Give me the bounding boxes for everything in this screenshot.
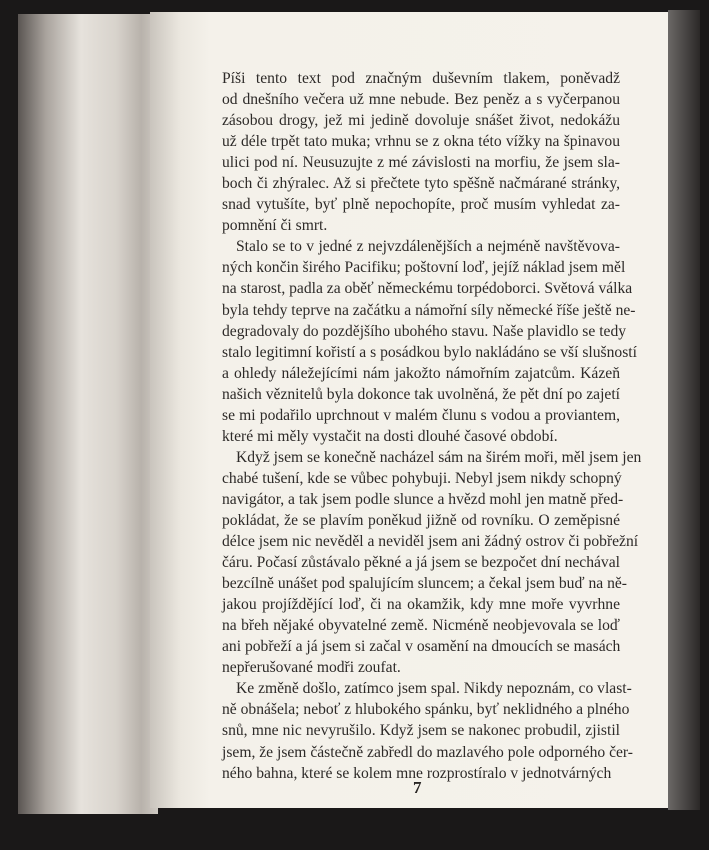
text-line: čáru. Počasí zůstávalo pěkné a já jsem se bezpočet dní nechával xyxy=(222,554,620,572)
page-number: 7 xyxy=(413,778,422,797)
text-line: a ohledy náležejícími nám jakožto námořním zajatcům. Kázeň xyxy=(222,364,620,382)
text-line: pokládat, že se plavím poněkud jižně od rovníku. O zeměpisné xyxy=(222,511,620,529)
text-line: od dnešního večera už mne nebude. Bez peněz a s vyčerpanou xyxy=(222,91,620,109)
paragraph xyxy=(222,236,637,446)
text-line: ulici pod ní. Neusuzujte z mé závislosti na morfiu, že jsem sla- xyxy=(222,154,620,172)
text-line: našich věznitelů byla dokonce tak uvolněná, že pět dní po zajetí xyxy=(222,385,620,403)
text-line: které mi měly vystačit na dosti dlouhé časové období. xyxy=(222,427,558,445)
text-line: zásobou drogy, jež mi jedině dovoluje snášet život, nedokážu xyxy=(222,112,620,130)
text-line: Stalo se to v jedné z nejvzdálenějších a nejméně navštěvova- xyxy=(236,238,620,256)
text-line: délce jsem nic nevěděl a neviděl jsem ani žádný ostrov či pobřežní xyxy=(222,533,639,551)
text-line: Když jsem se konečně nacházel sám na širém moři, měl jsem jen xyxy=(236,448,642,466)
text-line: bezcílně unášet pod spalujícím sluncem; a čekal jsem buď na ně- xyxy=(222,575,627,593)
text-line: jsem, že jsem částečně zabředl do mazlavého pole odporného čer- xyxy=(222,743,634,761)
text-line: ných končin širého Pacifiku; poštovní loď, jejíž náklad jsem měl xyxy=(222,259,626,277)
text-line: Ke změně došlo, zatímco jsem spal. Nikdy nepoznám, co vlast- xyxy=(236,680,632,698)
text-line: navigátor, a tak jsem podle slunce a hvězd mohl jen matně před- xyxy=(222,490,624,508)
text-line: na břeh nějaké obyvatelné země. Nicméně neobjevovala se loď xyxy=(222,617,620,635)
text-line: chabé tušení, kde se vůbec pohybuji. Nebyl jsem nikdy schopný xyxy=(222,469,622,487)
text-line: ně obnášela; neboť z hlubokého spánku, byť neklidného a plného xyxy=(222,701,630,719)
text-line: ného bahna, které se kolem mne rozprostíralo v jednotvárných xyxy=(222,764,612,782)
text-line: pomnění či smrt. xyxy=(222,217,328,235)
paragraph xyxy=(222,678,634,783)
text-line: Píši tento text pod značným duševním tlakem, poněvadž xyxy=(222,70,620,87)
text-line: se mi podařilo uprchnout v malém člunu s vodou a proviantem, xyxy=(222,406,620,424)
text-line: snad vytušíte, byť plně nepochopíte, proč musím vyhledat za- xyxy=(222,196,620,214)
paragraph xyxy=(222,68,620,236)
text-line: ani pobřeží a já jsem si začal v osamění na dmoucích se masách xyxy=(222,638,621,656)
text-line: nepřerušované modři zoufat. xyxy=(222,659,401,677)
text-line: jakou projíždějící loď, či na okamžik, kdy mne moře vyvrhne xyxy=(222,596,620,614)
paragraph xyxy=(222,447,642,679)
text-line: stalo legitimní kořistí a s posádkou bylo nakládáno se vší slušností xyxy=(222,343,637,361)
text-line: už déle trpět tato muka; vrhnu se z okna této vížky na špinavou xyxy=(222,133,620,151)
body-text xyxy=(222,68,642,784)
text-line: snů, mne nic nevyrušilo. Když jsem se nakonec probudil, zjistil xyxy=(222,722,620,740)
text-line: byla tehdy teprve na začátku a námořní síly německé říše ještě ne- xyxy=(222,301,636,319)
text-line: boch či zhýralec. Až si přečtete tyto spěšně načmárané stránky, xyxy=(222,175,620,193)
left-page-edge xyxy=(18,14,158,814)
right-page-edge xyxy=(668,10,700,810)
text-line: degradovaly do pozdějšího ubohého stavu. Naše plavidlo se tedy xyxy=(222,322,627,340)
text-line: na starost, padla za oběť německému torpédoborci. Světová válka xyxy=(222,280,633,298)
